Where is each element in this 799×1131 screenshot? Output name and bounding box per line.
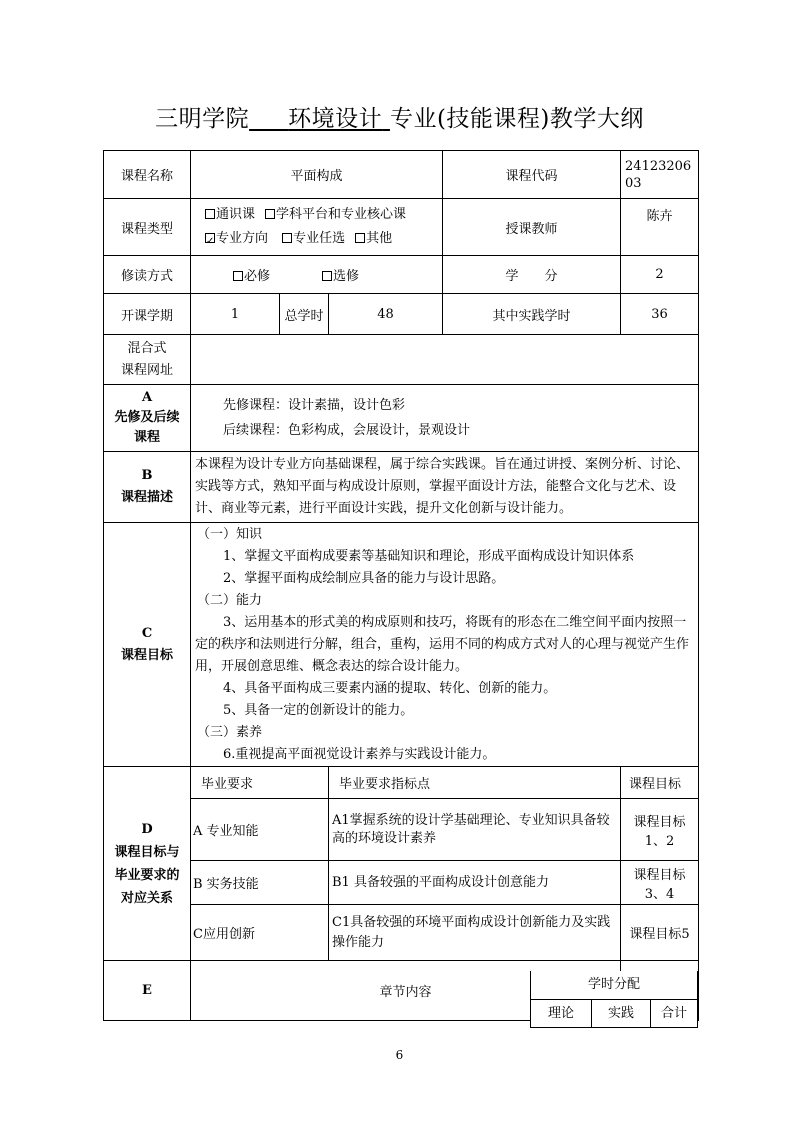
section-c-label: C 课程目标	[104, 523, 191, 767]
mapping-indicator: B1 具备较强的平面构成设计创意能力	[329, 861, 621, 905]
hours-col-total: 合计	[660, 1006, 687, 1021]
page-title	[0, 100, 799, 133]
row-semester	[104, 294, 699, 335]
mode-option-required[interactable]: 必修	[233, 269, 270, 284]
hours-allocation-header: 学时分配	[530, 971, 698, 1000]
chapter-content-label: 章节内容	[191, 961, 621, 1021]
course-type-options	[191, 199, 443, 256]
mapping-goal: 课程目标1、2	[621, 799, 699, 861]
course-description: 本课程为设计专业方向基础课程，属于综合实践课。旨在通过讲授、案例分析、讨论、实践等方式，熟知平面与构成设计原则，掌握平面设计方法，能整合文化与艺术、设计、商业等元素，进行平面设计实践，提升文化创新与设计能力。	[191, 452, 699, 523]
section-e-label: E	[104, 961, 191, 1021]
goal-item: 6.重视提高平面视觉设计素养与实践设计能力。	[223, 746, 496, 762]
course-name-value: 平面构成	[191, 151, 443, 199]
page-number: 6	[395, 1048, 404, 1062]
hybrid-url-value	[191, 335, 699, 385]
credit-label: 学 分	[443, 256, 621, 294]
teacher-label: 授课教师	[443, 199, 621, 256]
hours-col-theory: 理论	[531, 1000, 592, 1027]
mapping-requirement: B 实务技能	[191, 861, 329, 905]
row-course-name	[104, 151, 699, 199]
row-course-type	[104, 199, 699, 256]
mapping-row	[104, 799, 699, 861]
course-goals	[191, 523, 699, 767]
row-mapping-header	[104, 767, 699, 799]
mapping-row	[104, 861, 699, 905]
hybrid-url-label: 混合式 课程网址	[104, 335, 191, 385]
teacher-value: 陈卉	[621, 199, 699, 256]
mapping-row	[104, 905, 699, 961]
course-code-value: 2412320603	[621, 151, 699, 199]
checkbox-checked-icon	[205, 233, 215, 243]
practice-hours-label: 其中实践学时	[443, 294, 621, 335]
checkbox-icon	[355, 233, 365, 243]
mode-option-elective[interactable]: 选修	[322, 269, 359, 284]
row-description	[104, 452, 699, 523]
goal-item: 1、掌握文平面构成要素等基础知识和理论，形成平面构成设计知识体系	[223, 548, 635, 564]
type-option-core[interactable]: 学科平台和专业核心课	[265, 207, 406, 222]
row-prerequisites	[104, 385, 699, 452]
checkbox-icon	[282, 233, 292, 243]
goal-item: 2、掌握平面构成绘制应具备的能力与设计思路。	[223, 570, 505, 586]
goal-literacy-heading: （三）素养	[197, 724, 263, 740]
goal-item: 5、具备一定的创新设计的能力。	[223, 702, 414, 718]
prereq-courses: 先修课程：设计素描，设计色彩	[223, 398, 406, 413]
row-study-mode	[104, 256, 699, 294]
course-type-label: 课程类型	[104, 199, 191, 256]
prereq-content	[191, 385, 699, 452]
checkbox-icon	[205, 209, 215, 219]
study-mode-label: 修读方式	[104, 256, 191, 294]
syllabus-table	[103, 150, 699, 1021]
title-major: 环境设计	[288, 106, 383, 132]
mapping-header-requirement: 毕业要求	[191, 767, 329, 799]
semester-value: 1	[191, 294, 280, 335]
total-hours-label: 总学时	[280, 294, 329, 335]
practice-hours-value: 36	[621, 294, 699, 335]
checkbox-icon	[322, 271, 332, 281]
checkbox-icon	[265, 209, 275, 219]
hours-col-practice: 实践	[592, 1000, 651, 1027]
credit-value: 2	[621, 256, 699, 294]
row-hybrid-url	[104, 335, 699, 385]
type-option-elective[interactable]: 专业任选	[282, 231, 345, 246]
course-code-label: 课程代码	[443, 151, 621, 199]
mapping-header-indicator: 毕业要求指标点	[329, 767, 621, 799]
goal-item: 3、运用基本的形式美的构成原则和技巧，将既有的形态在二维空间平面内按照一定的秩序和法则进行分解，组合，重构，运用不同的构成方式对人的心理与视觉产生作用，开展创意思维、概念表达的综合设计能力。	[195, 614, 690, 674]
mapping-header-goal: 课程目标	[621, 767, 699, 799]
total-hours-value: 48	[329, 294, 443, 335]
mapping-indicator: A1掌握系统的设计学基础理论、专业知识具备较高的环境设计素养	[329, 799, 621, 861]
section-a-label: A 先修及后续 课程	[104, 385, 191, 452]
title-prefix: 三明学院	[155, 106, 250, 132]
mapping-goal: 课程目标5	[621, 905, 699, 961]
section-d-label: D 课程目标与 毕业要求的 对应关系	[104, 767, 191, 961]
semester-label: 开课学期	[104, 294, 191, 335]
type-option-direction[interactable]: ✓专业方向	[205, 231, 268, 246]
type-option-general[interactable]: 通识课	[205, 207, 255, 222]
goal-ability-heading: （二）能力	[197, 592, 263, 608]
mapping-requirement: C应用创新	[191, 905, 329, 961]
hours-subcolumns	[530, 1000, 698, 1028]
mapping-goal: 课程目标3、4	[621, 861, 699, 905]
goal-item: 4、具备平面构成三要素内涵的提取、转化、创新的能力。	[223, 680, 557, 696]
title-suffix: 专业(技能课程)教学大纲	[389, 106, 644, 132]
mapping-indicator: C1具备较强的环境平面构成设计创新能力及实践操作能力	[329, 905, 621, 961]
type-option-other[interactable]: 其他	[355, 231, 392, 246]
goal-knowledge-heading: （一）知识	[197, 526, 263, 542]
course-name-label: 课程名称	[104, 151, 191, 199]
mapping-requirement: A 专业知能	[191, 799, 329, 861]
checkbox-icon	[233, 271, 243, 281]
study-mode-options	[191, 256, 443, 294]
section-b-label: B 课程描述	[104, 452, 191, 523]
followup-courses: 后续课程：色彩构成，会展设计，景观设计	[223, 423, 471, 438]
row-goals	[104, 523, 699, 767]
